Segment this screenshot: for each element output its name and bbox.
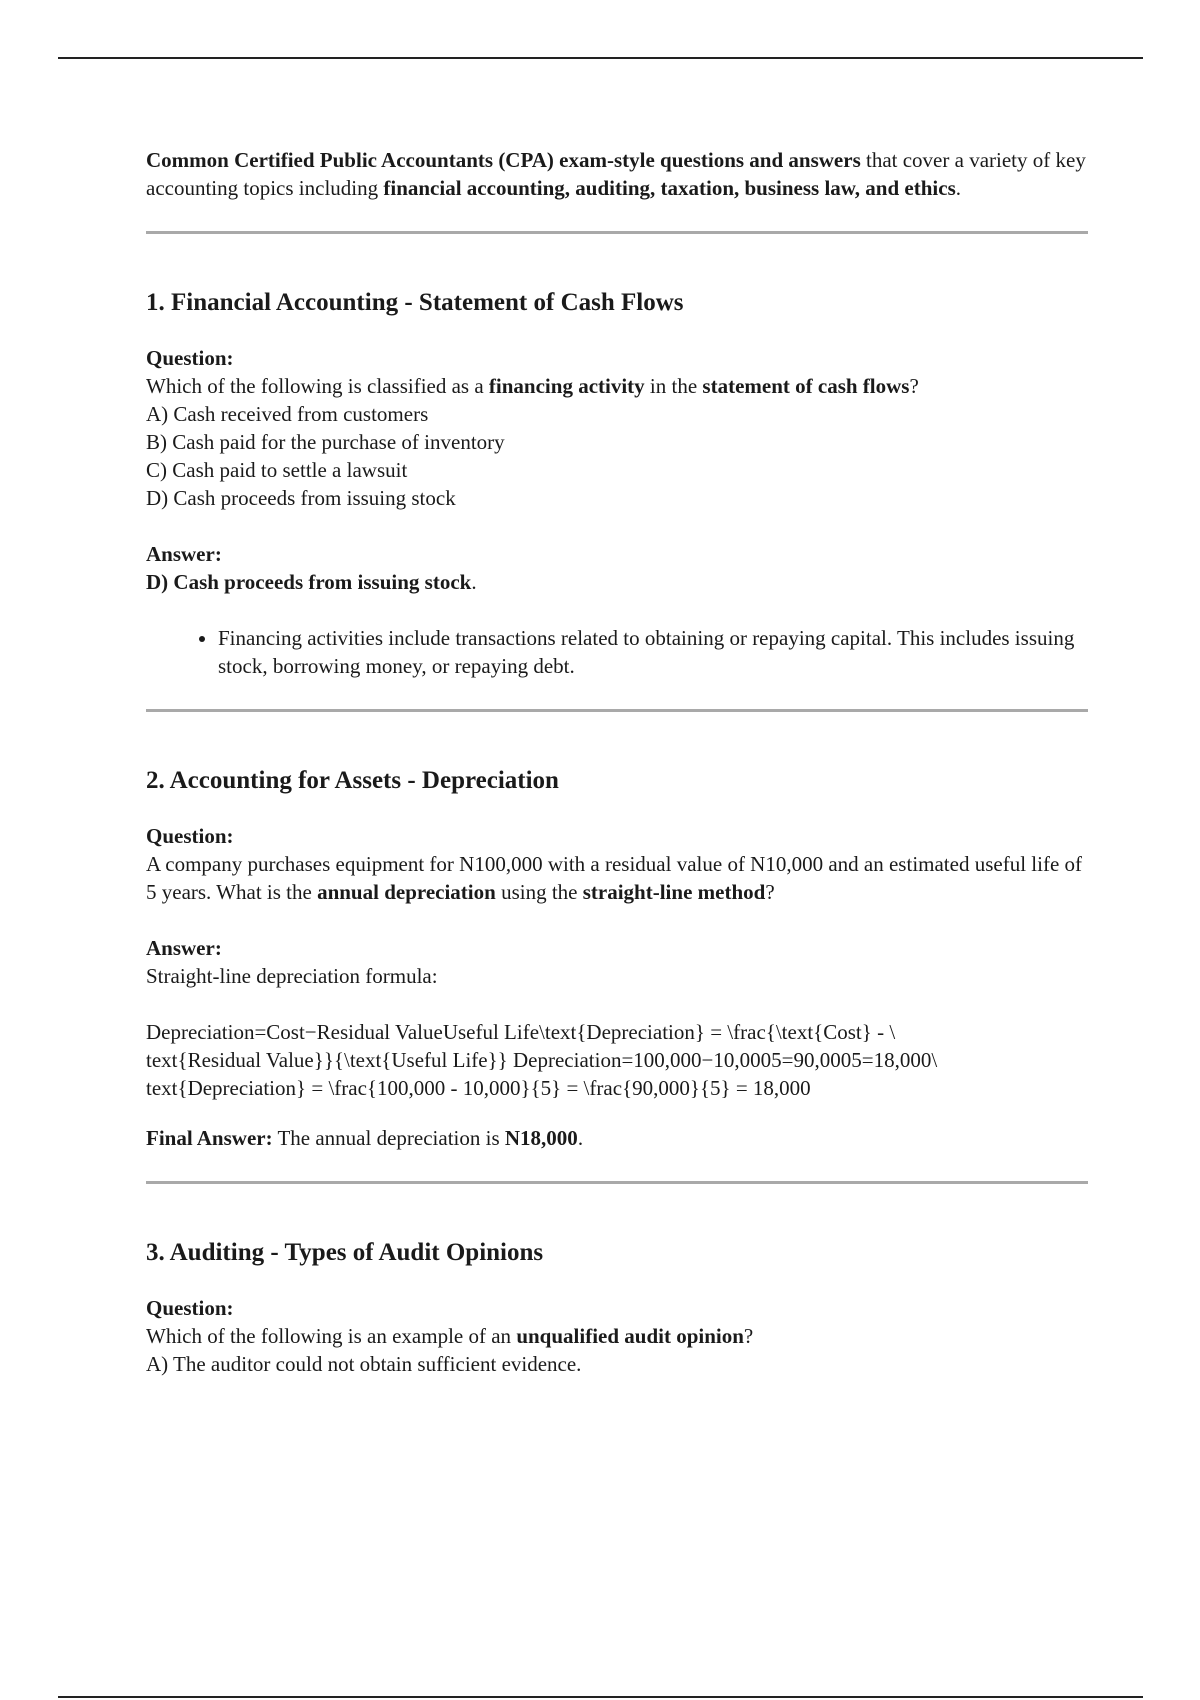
question-label: Question:	[146, 1296, 234, 1320]
option-a: A) The auditor could not obtain sufficient evidence.	[146, 1352, 582, 1376]
answer-label: Answer:	[146, 542, 222, 566]
explanation-bullet: • Financing activities include transactions related to obtaining or repaying capital. This includes issuing stock, borrowing money, or repaying debt.	[218, 624, 1088, 680]
question-label: Question:	[146, 346, 234, 370]
formula-line: text{Residual Value}}{\text{Useful Life}} Depreciation=100,000−10,0005=90,0005=18,000\	[146, 1048, 938, 1072]
page-bottom-rule	[58, 1696, 1143, 1698]
question-text: A company purchases equipment for N100,000 with a residual value of N10,000 and an estimated useful life of 5 years. What is the annual depreciation using the straight-line method?	[146, 852, 1083, 904]
formula-line: Depreciation=Cost−Residual ValueUseful Life\text{Depreciation} = \frac{\text{Cost} - \	[146, 1020, 896, 1044]
final-answer: Final Answer: The annual depreciation is N18,000.	[146, 1126, 584, 1150]
section-divider	[146, 231, 1088, 234]
answer-text: D) Cash proceeds from issuing stock.	[146, 570, 477, 594]
question-text: Which of the following is classified as a financing activity in the statement of cash flows?	[146, 374, 919, 398]
section-heading: 3. Auditing - Types of Audit Opinions	[146, 1239, 544, 1266]
option-d: D) Cash proceeds from issuing stock	[146, 486, 456, 510]
question-text: Which of the following is an example of an unqualified audit opinion?	[146, 1324, 754, 1348]
section-heading: 2. Accounting for Assets - Depreciation	[146, 767, 559, 794]
document-body	[146, 146, 1088, 1378]
answer-text: Straight-line depreciation formula:	[146, 964, 438, 988]
formula-line: text{Depreciation} = \frac{100,000 - 10,000}{5} = \frac{90,000}{5} = 18,000	[146, 1076, 811, 1100]
option-a: A) Cash received from customers	[146, 402, 429, 426]
explanation-list	[146, 624, 1088, 680]
option-c: C) Cash paid to settle a lawsuit	[146, 458, 408, 482]
question-label: Question:	[146, 824, 234, 848]
option-b: B) Cash paid for the purchase of inventory	[146, 430, 505, 454]
section-divider	[146, 1181, 1088, 1184]
intro-paragraph: Common Certified Public Accountants (CPA) exam-style questions and answers that cover a variety of key accounting topics including financial accounting, auditing, taxation, business law, and ethics.	[146, 148, 1086, 200]
section-heading: 1. Financial Accounting - Statement of Cash Flows	[146, 289, 684, 316]
section-divider	[146, 709, 1088, 712]
answer-label: Answer:	[146, 936, 222, 960]
page-top-rule	[58, 57, 1143, 59]
